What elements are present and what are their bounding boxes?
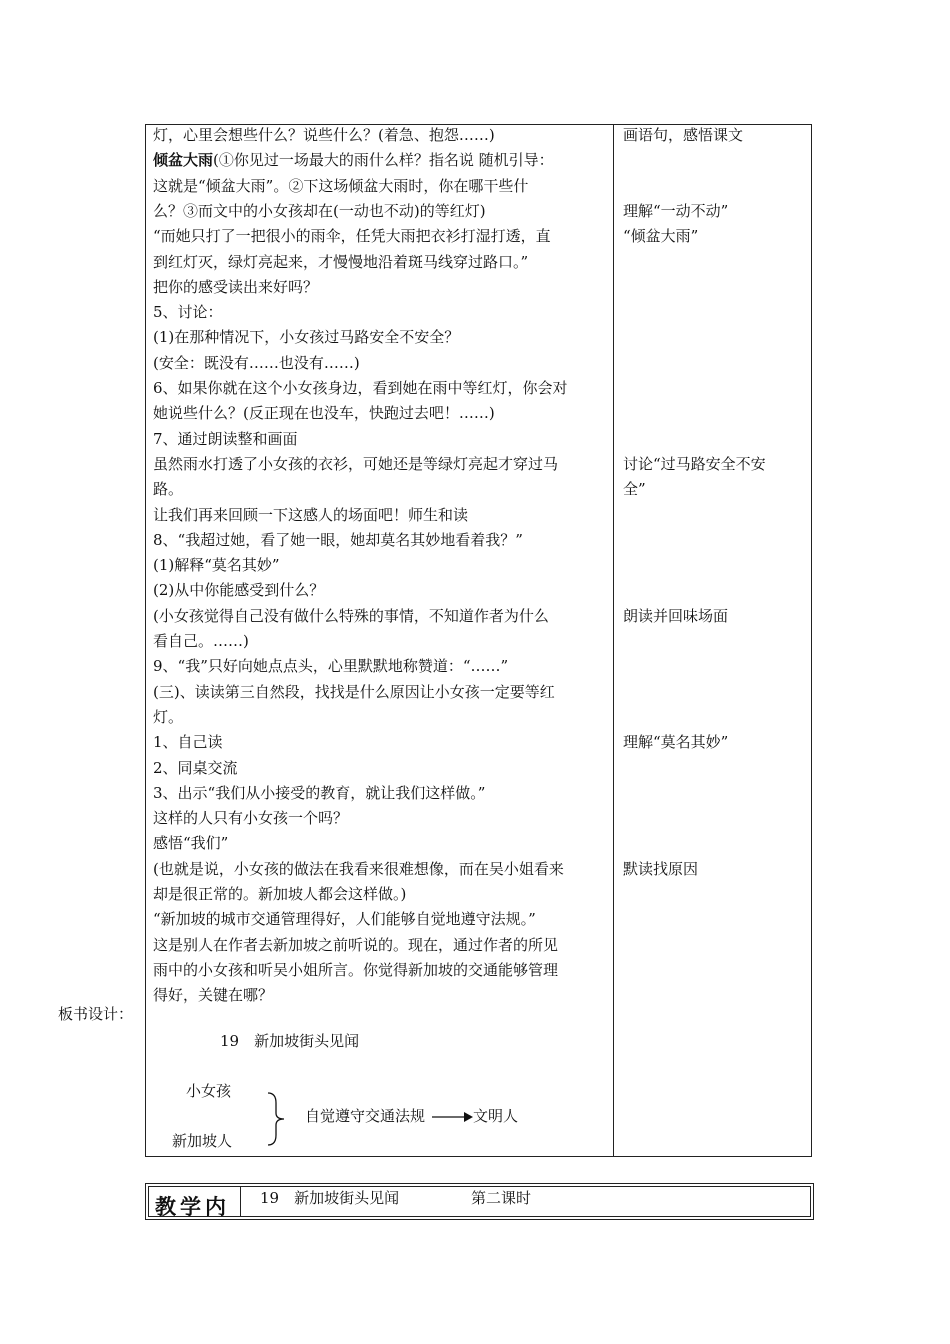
process-line	[153, 654, 508, 679]
board-design-label: 板书设计：	[58, 1005, 134, 1023]
process-line	[153, 553, 280, 578]
process-line-text: 感悟“我们”	[153, 834, 229, 853]
process-line-text: (小女孩觉得自己没有做什么特殊的事情，不知道作者为什么	[153, 606, 549, 625]
process-line-text: 这样的人只有小女孩一个吗？	[153, 809, 349, 828]
process-line	[153, 250, 528, 275]
curly-brace-icon	[264, 1091, 286, 1147]
process-line	[153, 983, 273, 1008]
process-line	[153, 831, 228, 856]
column-divider	[613, 125, 614, 1156]
process-line	[153, 174, 528, 199]
process-line	[153, 376, 568, 401]
process-line-text: 让我们再来回顾一下这感人的场面吧！师生和读	[153, 505, 469, 524]
next-lesson-divider	[240, 1187, 241, 1216]
process-line-text: 雨中的小女孩和听吴小姐所言。你觉得新加坡的交通能够管理	[153, 960, 559, 979]
bold-term: 倾盆大雨	[153, 151, 214, 170]
process-line-text: (1)解释“莫名其妙”	[153, 556, 280, 575]
next-lesson-period: 第二课时	[471, 1189, 532, 1207]
process-line-text: 9、“我”只好向她点点头，心里默默地称赞道：“……”	[153, 657, 509, 676]
process-line-text: 么？③而文中的小女孩却在(一动也不动)的等红灯)	[153, 201, 486, 220]
process-line-text: (安全：既没有……也没有……)	[153, 353, 360, 372]
process-line-text: “而她只打了一把很小的雨伞，任凭大雨把衣衫打湿打透，直	[153, 227, 551, 246]
note-line: 理解“莫名其妙”	[623, 733, 729, 752]
process-line-text: 看自己。……)	[153, 632, 249, 650]
next-lesson-table	[145, 1183, 814, 1220]
note-line: 朗读并回味场面	[623, 606, 729, 625]
process-line-text: 却是很正常的。新加坡人都会这样做。)	[153, 885, 407, 903]
process-line	[153, 452, 558, 477]
process-line-text: 8、“我超过她，看了她一眼，她却莫名其妙地看着我？”	[153, 530, 523, 549]
note-line: “倾盆大雨”	[623, 227, 699, 246]
process-line-text: 把你的感受读出来好吗？	[153, 277, 319, 296]
process-line	[153, 756, 238, 781]
process-line	[153, 629, 249, 654]
process-line-text: 灯。	[153, 707, 184, 726]
process-line	[153, 300, 223, 325]
process-line	[153, 806, 348, 831]
process-line	[153, 680, 555, 705]
process-line-text: 这是别人在作者去新加坡之前听说的。现在，通过作者的所见	[153, 935, 559, 954]
note-line: 默读找原因	[623, 859, 699, 878]
arrow-right-icon	[432, 1111, 474, 1123]
process-line	[153, 781, 485, 806]
note-line: 讨论“过马路安全不安	[623, 454, 766, 473]
board-result: 文明人	[473, 1107, 519, 1125]
process-line	[153, 351, 360, 376]
process-line-text: 3、出示“我们从小接受的教育，就让我们这样做。”	[153, 783, 486, 802]
process-line-text: 灯，心里会想些什么？说些什么？(着急、抱怨……)	[153, 126, 495, 144]
process-line-text: 这就是“倾盆大雨”。②下这场倾盆大雨时，你在哪干些什	[153, 176, 529, 195]
process-line-text: 2、同桌交流	[153, 758, 238, 777]
next-lesson-inner-border	[148, 1186, 811, 1217]
teaching-content-header: 教学内	[155, 1195, 230, 1219]
board-girl: 小女孩	[186, 1082, 232, 1100]
process-line-text: (也就是说，小女孩的做法在我看来很难想像，而在吴小姐看来	[153, 859, 564, 878]
process-line-text: 到红灯灭，绿灯亮起来，才慢慢地沿着斑马线穿过路口。”	[153, 252, 529, 271]
board-singaporeans: 新加坡人	[172, 1132, 233, 1150]
process-line	[153, 528, 523, 553]
note-line: 全”	[623, 480, 646, 499]
note-line: 理解“一动不动”	[623, 201, 729, 220]
process-line	[153, 705, 183, 730]
process-line-text: (2)从中你能感受到什么？	[153, 581, 325, 600]
process-line	[153, 730, 223, 755]
process-line	[153, 604, 549, 629]
process-line	[153, 123, 495, 148]
process-line	[153, 958, 558, 983]
process-line	[153, 401, 495, 426]
process-line	[153, 148, 554, 173]
process-line-text: 5、讨论：	[153, 303, 223, 322]
process-line-text: (三)、读读第三自然段，找找是什么原因让小女孩一定要等红	[153, 682, 555, 701]
process-line-text: 虽然雨水打透了小女孩的衣衫，可她还是等绿灯亮起才穿过马	[153, 454, 559, 473]
process-line-text: (①你见过一场最大的雨什么样？指名说 随机引导：	[213, 151, 554, 170]
process-line-text: 得好，关键在哪？	[153, 986, 274, 1005]
process-line-text: 她说些什么？(反正现在也没车，快跑过去吧！……)	[153, 404, 495, 423]
process-line	[153, 907, 536, 932]
process-line	[153, 427, 298, 452]
process-line	[153, 199, 486, 224]
process-line	[153, 857, 564, 882]
process-line-text: 6、如果你就在这个小女孩身边，看到她在雨中等红灯，你会对	[153, 379, 568, 397]
board-rule: 自觉遵守交通法规	[305, 1107, 426, 1125]
process-line	[153, 503, 468, 528]
process-line-text: 1、自己读	[153, 733, 223, 752]
lesson-plan-table	[145, 124, 812, 1157]
process-line	[153, 882, 406, 907]
process-line	[153, 224, 551, 249]
next-lesson-title: 19 新加坡街头见闻	[260, 1189, 400, 1207]
process-line	[153, 578, 324, 603]
process-line	[153, 933, 558, 958]
process-line	[153, 477, 183, 502]
process-line	[153, 275, 318, 300]
process-line-text: 路。	[153, 480, 184, 499]
board-title: 19 新加坡街头见闻	[220, 1032, 360, 1050]
process-line-text: 7、通过朗读整和画面	[153, 429, 298, 448]
process-line	[153, 325, 459, 350]
process-line-text: (1)在那种情况下，小女孩过马路安全不安全？	[153, 328, 460, 347]
note-line: 画语句，感悟课文	[623, 126, 744, 144]
process-line-text: “新加坡的城市交通管理得好，人们能够自觉地遵守法规。”	[153, 910, 536, 929]
